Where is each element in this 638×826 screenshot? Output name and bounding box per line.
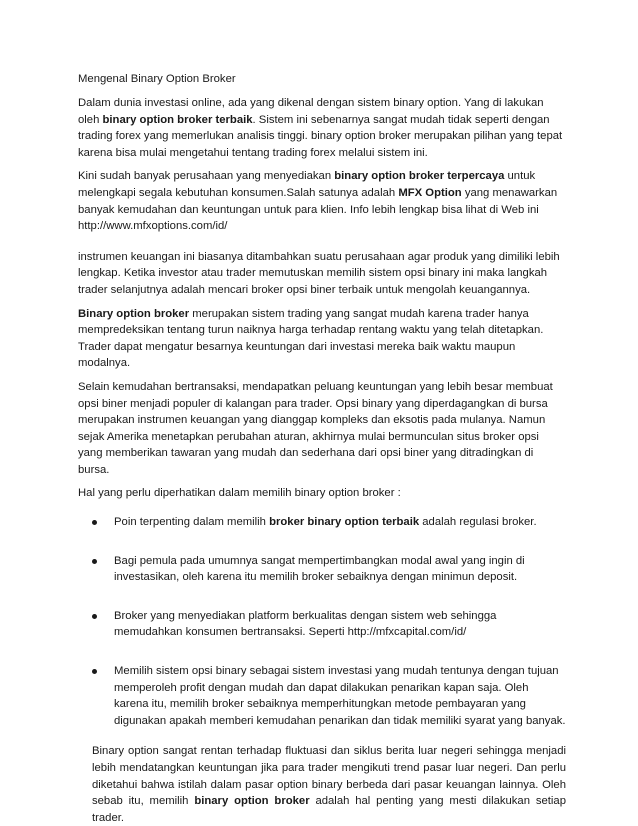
text-run: Memilih sistem opsi binary sebagai sistem investasi yang mudah tentunya dengan tujuan memperoleh profit dengan mudah dan dapat dilakukan penarikan kapan saja. Oleh karena itu, memilih broker sebaiknya memperhitungkan metode pembayaran yang digunakan apakah memberi kemudahan penarikan dan tidak memiliki syarat yang banyak.: [114, 665, 566, 727]
text-run: adalah regulasi broker.: [419, 516, 537, 529]
text-run: adalah hal penting yang mesti dilakukan setiap trader.: [92, 795, 566, 824]
bold-brand: MFX Option: [398, 186, 462, 199]
bullet-icon: [92, 559, 97, 564]
text-run: Broker yang menyediakan platform berkualitas dengan sistem web sehingga memudahkan konsumen bertransaksi. Seperti http://mfxcapital.com/id/: [114, 609, 497, 639]
text-run: Kini sudah banyak perusahaan yang menyediakan: [78, 170, 335, 183]
list-item: [78, 514, 566, 531]
bold-keyword: broker binary option terbaik: [269, 516, 420, 529]
bullet-icon: [92, 520, 97, 525]
paragraph-conclusion: [92, 743, 566, 826]
text-run: merupakan sistem trading yang sangat mudah karena trader hanya mempredeksikan tentang turun naiknya harga terhadap rentang waktu yang telah ditetapkan. Trader dapat mengatur besarnya keuntungan dari investasi mereka baik waktu maupun modalnya.: [78, 307, 544, 370]
text-run: Dalam dunia investasi online, ada yang dikenal dengan sistem binary option. Yang di lakukan oleh: [78, 97, 544, 126]
paragraph-criteria-intro: Hal yang perlu diperhatikan dalam memilih binary option broker :: [78, 487, 401, 500]
text-run: untuk melengkapi segala kebutuhan konsumen.Salah satunya adalah: [78, 170, 536, 199]
paragraph-instruments: instrumen keuangan ini biasanya ditambahkan suatu perusahaan agar produk yang dimiliki lebih lengkap. Ketika investor atau trader memutuskan memilih sistem opsi binary ini maka langkah trader selanjutnya adalah mencari broker opsi biner terbaik untuk mengolah keuangannya.: [78, 250, 560, 296]
criteria-list: [78, 514, 566, 729]
text-run: . Sistem ini sebenarnya sangat mudah tidak seperti dengan trading forex yang memerlukan analisis tinggi. binary option broker merupakan pilihan yang tepat karena bisa mulai mengetahui tentang trading forex melalui sistem ini.: [78, 113, 563, 159]
paragraph-providers: [78, 168, 566, 234]
bold-keyword: Binary option broker: [78, 307, 190, 320]
paragraph-intro: [78, 95, 566, 161]
text-run: yang menawarkan banyak kemudahan dan keuntungan untuk para klien. Info lebih lengkap bisa lihat di Web ini http://www.mfxoptions.com/id/: [78, 186, 558, 233]
list-item: [78, 663, 566, 729]
bullet-icon: [92, 614, 97, 619]
text-run: Poin terpenting dalam memilih: [114, 516, 270, 529]
list-item: [78, 553, 566, 586]
text-run: Bagi pemula pada umumnya sangat mempertimbangkan modal awal yang ingin di investasikan, oleh karena itu memilih broker sebaiknya dengan minimun deposit.: [114, 554, 525, 584]
paragraph-definition: [78, 306, 566, 372]
paragraph-advantages: Selain kemudahan bertransaksi, mendapatkan peluang keuntungan yang lebih besar membuat opsi biner menjadi populer di kalangan para trader. Opsi binary yang diperdagangkan di bursa merupakan instrumen keuangan yang dianggap kompleks dan eksotis pada mulanya. Namun sejak Amerika menetapkan perubahan aturan, akhirnya mulai bermunculan situs broker opsi yang memberikan tawaran yang mudah dan sederhana dari opsi biner yang ditradingkan di bursa.: [78, 380, 553, 476]
bold-keyword: binary option broker terpercaya: [334, 170, 505, 183]
list-item: [78, 608, 566, 641]
bold-keyword: binary option broker: [194, 795, 310, 808]
text-run: Binary option sangat rentan terhadap fluktuasi dan siklus berita luar negeri sehingga menjadi lebih mendatangkan keuntungan jika para trader mengikuti trend pasar luar negeri. Dan perlu diketahui bahwa istilah dalam pasar option binary berbeda dari pasar keuangan lainnya. Oleh sebab itu, memilih: [92, 745, 566, 808]
bullet-icon: [92, 669, 97, 674]
bold-keyword: binary option broker terbaik: [102, 113, 253, 126]
document-title: Mengenal Binary Option Broker: [78, 73, 236, 85]
